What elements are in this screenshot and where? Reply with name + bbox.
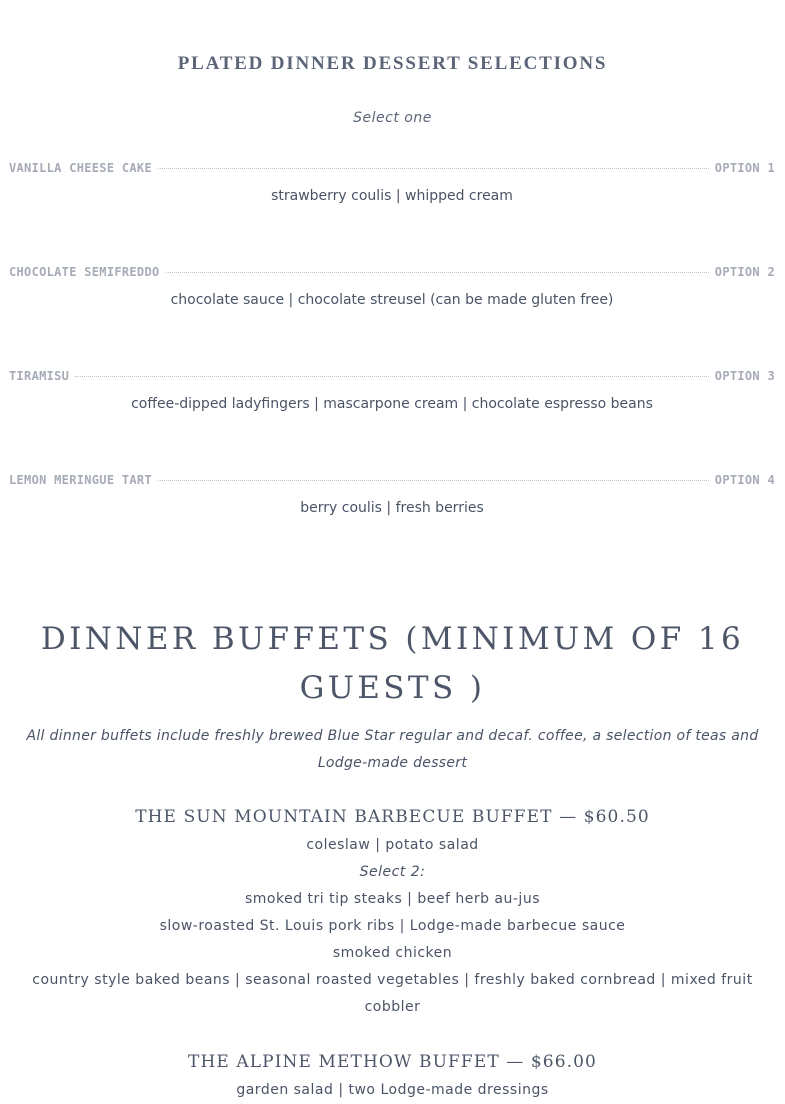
menu-item-name: LEMON MERINGUE TART — [9, 473, 152, 487]
menu-item-name: TIRAMISU — [9, 369, 70, 383]
dessert-select-note: Select one — [353, 110, 432, 126]
menu-item-option: OPTION 3 — [714, 369, 775, 383]
menu-item-header — [9, 473, 775, 491]
menu-item-description: berry coulis | fresh berries — [300, 500, 484, 516]
dessert-section-title: PLATED DINNER DESSERT SELECTIONS — [177, 53, 608, 74]
dotted-leader — [75, 376, 709, 377]
menu-item-description: coffee-dipped ladyfingers | mascarpone cream | chocolate espresso beans — [131, 396, 653, 412]
buffets-note: All dinner buffets include freshly brewed Blue Star regular and decaf. coffee, a selection of teas and Lodge-made dessert — [26, 728, 759, 771]
buffet-line: coleslaw | potato salad — [306, 837, 479, 853]
menu-item-description: strawberry coulis | whipped cream — [271, 188, 513, 204]
menu-item-option: OPTION 2 — [714, 265, 775, 279]
menu-item-option: OPTION 4 — [714, 473, 775, 487]
menu-item — [9, 473, 775, 516]
buffet-line: slow-roasted St. Louis pork ribs | Lodge-made barbecue sauce — [159, 918, 626, 934]
menu-item-header — [9, 265, 775, 283]
menu-item-option: OPTION 1 — [714, 161, 775, 175]
buffets-heading: DINNER BUFFETS (MINIMUM OF 16 GUESTS ) — [40, 621, 745, 706]
menu-item — [9, 369, 775, 412]
menu-item-name: CHOCOLATE SEMIFREDDO — [9, 265, 160, 279]
menu-item-description: chocolate sauce | chocolate streusel (can be made gluten free) — [170, 292, 614, 308]
buffet-section — [10, 804, 775, 1021]
menu-item — [9, 161, 775, 204]
buffet-line: garden salad | two Lodge-made dressings — [236, 1082, 549, 1098]
dotted-leader — [158, 168, 709, 169]
buffet-line: smoked tri tip steaks | beef herb au-jus — [245, 891, 540, 907]
menu-item — [9, 265, 775, 308]
buffet-line: country style baked beans | seasonal roasted vegetables | freshly baked cornbread | mixed fruit cobbler — [32, 972, 753, 1015]
buffet-title: THE SUN MOUNTAIN BARBECUE BUFFET — $60.50 — [135, 807, 650, 827]
buffet-line: smoked chicken — [332, 945, 453, 961]
buffet-select-note: Select 2: — [359, 864, 426, 880]
buffet-title: THE ALPINE METHOW BUFFET — $66.00 — [188, 1052, 597, 1072]
menu-item-header — [9, 369, 775, 387]
menu-item-header — [9, 161, 775, 179]
buffet-section — [10, 1049, 775, 1104]
dotted-leader — [158, 480, 709, 481]
dotted-leader — [166, 272, 709, 273]
menu-item-name: VANILLA CHEESE CAKE — [9, 161, 152, 175]
